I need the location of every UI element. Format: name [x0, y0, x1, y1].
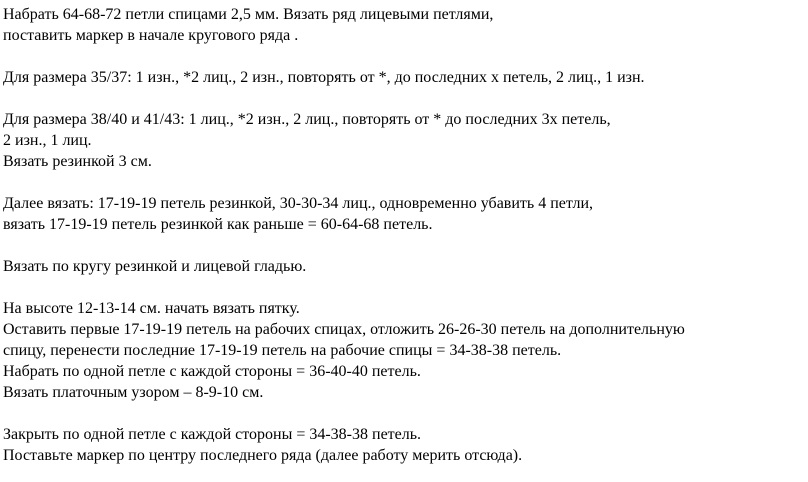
paragraph-gap — [3, 172, 807, 193]
paragraph-cast-on — [3, 4, 807, 46]
text-line: Для размера 38/40 и 41/43: 1 лиц., *2 изн., 2 лиц., повторять от * до последних 3х петель, — [3, 111, 611, 128]
text-line: Вязать по кругу резинкой и лицевой гладью. — [3, 258, 307, 275]
text-line: спицу, перенести последние 17-19-19 петель на рабочие спицы = 34-38-38 петель. — [3, 342, 562, 359]
paragraph-gap — [3, 88, 807, 109]
text-line: 2 изн., 1 лиц. — [3, 132, 92, 149]
text-line: Вязать резинкой 3 см. — [3, 153, 152, 170]
text-line: Поставьте маркер по центру последнего ряда (далее работу мерить отсюда). — [3, 447, 523, 464]
paragraph-close — [3, 424, 807, 466]
paragraph-size-38-43 — [3, 109, 807, 172]
paragraph-gap — [3, 235, 807, 256]
paragraph-heel — [3, 298, 807, 403]
text-line: Оставить первые 17-19-19 петель на рабочих спицах, отложить 26-26-30 петель на дополнительную — [3, 321, 685, 338]
paragraph-continue — [3, 193, 807, 235]
text-line: Закрыть по одной петле с каждой стороны = 34-38-38 петель. — [3, 426, 422, 443]
text-line: Набрать 64-68-72 петли спицами 2,5 мм. Вязать ряд лицевыми петлями, — [3, 6, 494, 23]
text-line: Набрать по одной петле с каждой стороны = 36-40-40 петель. — [3, 363, 421, 380]
paragraph-gap — [3, 403, 807, 424]
text-line: поставить маркер в начале кругового ряда . — [3, 27, 299, 44]
paragraph-gap — [3, 46, 807, 67]
text-line: На высоте 12-13-14 см. начать вязать пятку. — [3, 300, 300, 317]
text-line: Для размера 35/37: 1 изн., *2 лиц., 2 изн., повторять от *, до последних х петель, 2 лиц., 1 изн. — [3, 69, 645, 86]
text-line: вязать 17-19-19 петель резинкой как раньше = 60-64-68 петель. — [3, 216, 433, 233]
paragraph-gap — [3, 277, 807, 298]
text-line: Вязать платочным узором – 8-9-10 см. — [3, 384, 264, 401]
knitting-instructions — [3, 4, 807, 466]
text-line: Далее вязать: 17-19-19 петель резинкой, 30-30-34 лиц., одновременно убавить 4 петли, — [3, 195, 594, 212]
paragraph-size-35-37 — [3, 67, 807, 88]
paragraph-round — [3, 256, 807, 277]
